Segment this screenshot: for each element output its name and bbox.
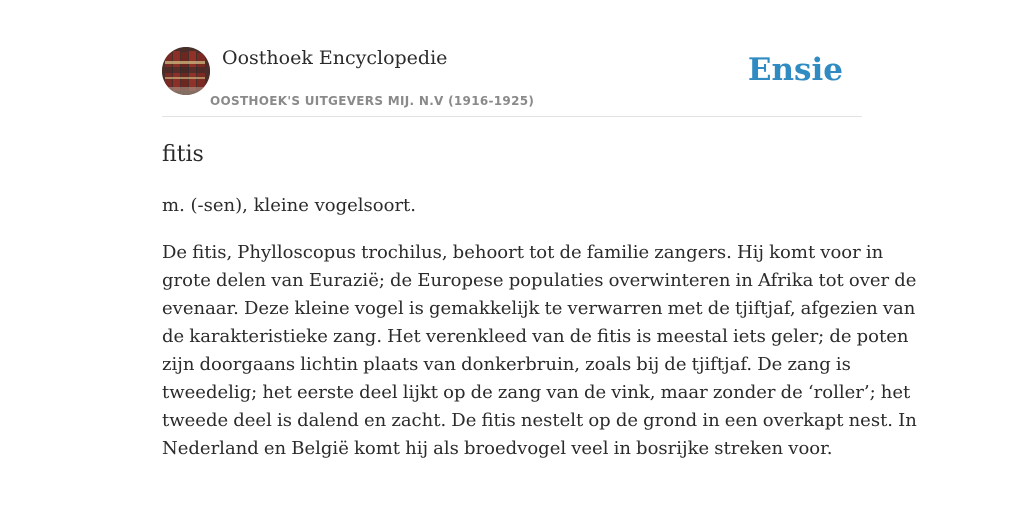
body-line: tweedelig; het eerste deel lijkt op de zang van de vink, maar zonder de ‘roller’; het [162,382,911,403]
book-spines-icon[interactable] [162,47,210,95]
body-line: zijn doorgaans lichtin plaats van donkerbruin, zoals bij de tjiftjaf. De zang is [162,354,851,375]
site-header [162,46,862,117]
entry-body-text [162,239,917,463]
body-line: grote delen van Eurazië; de Europese populaties overwinteren in Afrika tot over de [162,270,917,291]
publisher-label: OOSTHOEK'S UITGEVERS MIJ. N.V (1916-1925) [210,94,535,108]
body-line: tweede deel is dalend en zacht. De fitis nestelt op de grond in een overkapt nest. In [162,410,917,431]
source-name-link[interactable]: Oosthoek Encyclopedie [222,47,448,69]
entry-definition: m. (-sen), kleine vogelsoort. [162,195,417,216]
body-line: Nederland en België komt hij als broedvogel veel in bosrijke streken voor. [162,438,833,459]
ensie-logo-link[interactable]: Ensie [747,52,843,88]
entry-term-title: fitis [162,142,204,167]
body-line: De fitis, Phylloscopus trochilus, behoort tot de familie zangers. Hij komt voor in [162,242,884,263]
body-line: evenaar. Deze kleine vogel is gemakkelijk te verwarren met de tjiftjaf, afgezien van [162,298,916,319]
body-line: de karakteristieke zang. Het verenkleed van de fitis is meestal iets geler; de poten [162,326,909,347]
